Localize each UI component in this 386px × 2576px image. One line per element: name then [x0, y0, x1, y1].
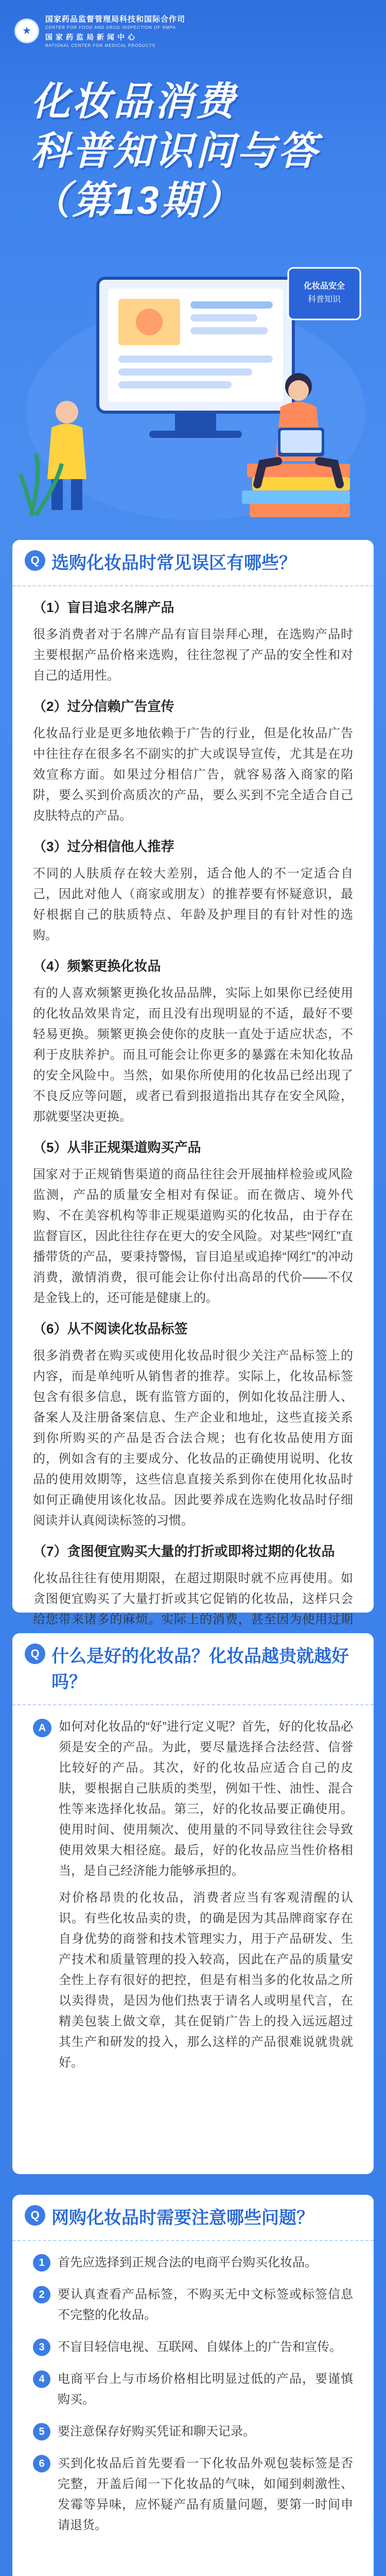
- page-title: [31, 77, 319, 226]
- q3-question: 网购化妆品时需要注意哪些问题？: [51, 2208, 314, 2228]
- q3-item: [33, 2284, 353, 2326]
- q3-item: [33, 2421, 353, 2442]
- svg-text:科普知识: 科普知识: [307, 295, 341, 304]
- q2-paragraph-2: 对价格昂贵的化妆品，消费者应当有客观清醒的认识。有些化妆品卖的贵，的确是因为其品牌商家存在自身优势的商誉和技术管理实力，用于产品研发、生产技术和质量管理的投入较高，因此在产品的质量安全性上存有很好的把控，但是有相当多的化妆品之所以卖得贵，是因为他们热衷于请名人或明星代言，在精美包装上做文章，其在促销广告上的投入远远超过其生产和研发的投入，那么这样的产品很难说就贵就好。: [59, 1891, 353, 2070]
- org-names: [45, 13, 185, 48]
- q1-item-7-text: 化妆品往往有使用期限，在超过期限时就不应再使用。如贪图便宜购买了大量打折或其它促销的化妆品，这样只会给您带来诸多的麻烦。实际上的消费，甚至因为使用过期: [33, 1571, 353, 1626]
- q1-question: 选购化妆品时常见误区有哪些？: [51, 553, 296, 573]
- org-name-cn: 国家药品监督管理局科技和国际合作司: [45, 15, 186, 24]
- title-line-3: （第13期）: [31, 179, 243, 223]
- q2-card: [12, 1633, 374, 2174]
- q3-item-text: 不盲目轻信电视、互联网、自媒体上的广告和宣传。: [58, 2340, 342, 2354]
- q3-item-text: 要认真查看产品标签，不购买无中文标签或标签信息不完整的化妆品。: [58, 2287, 353, 2322]
- q3-item-number: 3: [33, 2338, 50, 2356]
- org-name-en: CENTER FOR FOOD AND DRUG INSPECTION OF NMPA: [45, 25, 176, 30]
- title-line-2: 科普知识问与答: [31, 129, 319, 173]
- q2-paragraph-1: 如何对化妆品的“好”进行定义呢？首先，好的化妆品必须是安全的产品。为此，要尽量选择合法经营、信誉比较好的产品。其次，好的化妆品应适合自己的皮肤，要根据自己肤质的类型，例如干性、油性、混合性等来选择化妆品。第三，好的化妆品要正确使用。使用时间、使用频次、使用量的不同导致往往会导致使用效果大相径庭。最后，好的化妆品应当性价格相当，是自己经济能力能够承担的。: [59, 1720, 353, 1878]
- q1-item-1-heading: （1）盲目追求名牌产品: [33, 600, 174, 615]
- q1-item-4-text: 有的人喜欢频繁更换化妆品品牌，实际上如果你已经使用的化妆品效果肯定，而且没有出现明显的不适，最好不要轻易更换。频繁更换会使你的皮肤一直处于适应状态，不利于皮肤养护。而且可能会让你更多的暴露在未知化妆品的安全风险中。当然，如果你所使用的化妆品已经出现了不良反应等问题，或者已看到报道指出其存在安全风险，那就要坚决更换。: [33, 986, 353, 1124]
- q2-header: [12, 1633, 374, 1705]
- center-name-en: NATIONAL CENTER FOR MEDICAL PRODUCTS: [45, 43, 155, 48]
- q1-card: [12, 540, 374, 1626]
- q3-item: [33, 2252, 353, 2273]
- org-emblem-icon: ★: [14, 19, 39, 43]
- q2-answer: [59, 1717, 353, 2073]
- q3-item-number: 5: [33, 2423, 50, 2441]
- q1-item-7-heading: （7）贪图便宜购买大量的打折或即将过期的化妆品: [33, 1544, 335, 1559]
- q1-item-5-text: 国家对于正规销售渠道的商品往往会开展抽样检验或风险监测，产品的质量安全相对有保证。而在微店、境外代购、不在美容机构等非正规渠道购买的化妆品，由于存在监督盲区，因此往往存在更大的安全风险。对某些“网红”直播带货的产品，要秉持警惕，盲目追星或追捧“网红”的冲动消费，激情消费，很可能会让你付出高昂的代价——不仅是金钱上的，还可能是健康上的。: [33, 1167, 353, 1305]
- header-banner: [0, 0, 386, 536]
- q1-item-2-text: 化妆品行业是更多地依赖于广告的行业，但是化妆品广告中往往存在很多名不副实的扩大或误导宣传，尤其是在功效宣称方面。如果过分相信广告，就容易落入商家的陷阱，要么买到价高质次的产品，要么买到不完全适合自己皮肤特点的产品。: [33, 726, 353, 823]
- q1-item-3-text: 不同的人肤质存在较大差别，适合他人的不一定适合自己，因此对他人（商家或朋友）的推荐要有怀疑意识，最好根据自己的肤质特点、年龄及护理目的有针对性的选购。: [33, 867, 353, 942]
- q3-item-number: 1: [33, 2254, 50, 2272]
- q3-card: [12, 2195, 374, 2576]
- q3-item-text: 电商平台上与市场价格相比明显过低的产品，要谨慎购买。: [58, 2372, 353, 2406]
- org-logo-row: [14, 13, 185, 48]
- q2-body: [12, 1705, 374, 2089]
- q1-item-1-text: 很多消费者对于名牌产品有盲目崇拜心理，在选购产品时主要根据产品价格来选购，往往忽视了产品的安全性和对自己的适用性。: [33, 628, 353, 683]
- q1-body: [12, 586, 374, 1666]
- q1-item-4-heading: （4）频繁更换化妆品: [33, 958, 161, 974]
- q1-header: [12, 540, 374, 586]
- q1-item-3-heading: （3）过分相信他人推荐: [33, 839, 174, 854]
- q3-item-number: 6: [33, 2455, 50, 2472]
- header-illustration: [21, 258, 371, 526]
- q3-item-number: 4: [33, 2370, 50, 2388]
- q1-item-6-heading: （6）从不阅读化妆品标签: [33, 1321, 188, 1336]
- q1-item-6-text: 很多消费者在购买或使用化妆品时很少关注产品标签上的内容，而是单纯听从销售者的推荐。实际上，化妆品标签包含有很多信息，既有监管方面的，例如化妆品注册人、备案人及注册备案信息、生产企业和地址，这些直接关系到你所购买的产品是否合法合规；也有化妆品使用方面的，例如含有的主要成分、化妆品的正确使用说明、化妆品的使用效期等，这些信息直接关系到你在使用化妆品时如何正确使用该化妆品。因此要养成在选购化妆品时仔细阅读并认真阅读标签的习惯。: [33, 1349, 353, 1528]
- q3-item-number: 2: [33, 2286, 50, 2303]
- q3-body: [12, 2241, 374, 2563]
- q2-badge: Q: [25, 1643, 45, 1664]
- q3-item-text: 首先应选择到正规合法的电商平台购买化妆品。: [58, 2256, 317, 2269]
- q3-item-text: 买到化妆品后首先要看一下化妆品外观包装标签是否完整，开盖后闻一下化妆品的气味，如闻到刺激性、发霉等异味，应怀疑产品有质量问题，要第一时间申请退货。: [58, 2456, 353, 2532]
- q3-item: [33, 2369, 353, 2410]
- q1-item-2-heading: （2）过分信赖广告宣传: [33, 699, 174, 714]
- title-line-1: 化妆品消费: [31, 80, 237, 124]
- center-name-cn: 国家药监局新闻中心: [45, 33, 138, 41]
- q3-header: [12, 2195, 374, 2241]
- q1-item-5-heading: （5）从非正规渠道购买产品: [33, 1140, 201, 1155]
- q3-item-text: 要注意保存好购买凭证和聊天记录。: [58, 2425, 255, 2438]
- q3-item: [33, 2453, 353, 2536]
- q2-question: 什么是好的化妆品？化妆品越贵就越好吗？: [51, 1647, 349, 1692]
- q1-badge: Q: [25, 550, 45, 571]
- screen-text: 化妆品安全: [303, 282, 345, 291]
- q3-list: [33, 2252, 353, 2536]
- q2-answer-badge: A: [33, 1719, 51, 1737]
- q3-badge: Q: [25, 2205, 45, 2226]
- q3-item: [33, 2337, 353, 2358]
